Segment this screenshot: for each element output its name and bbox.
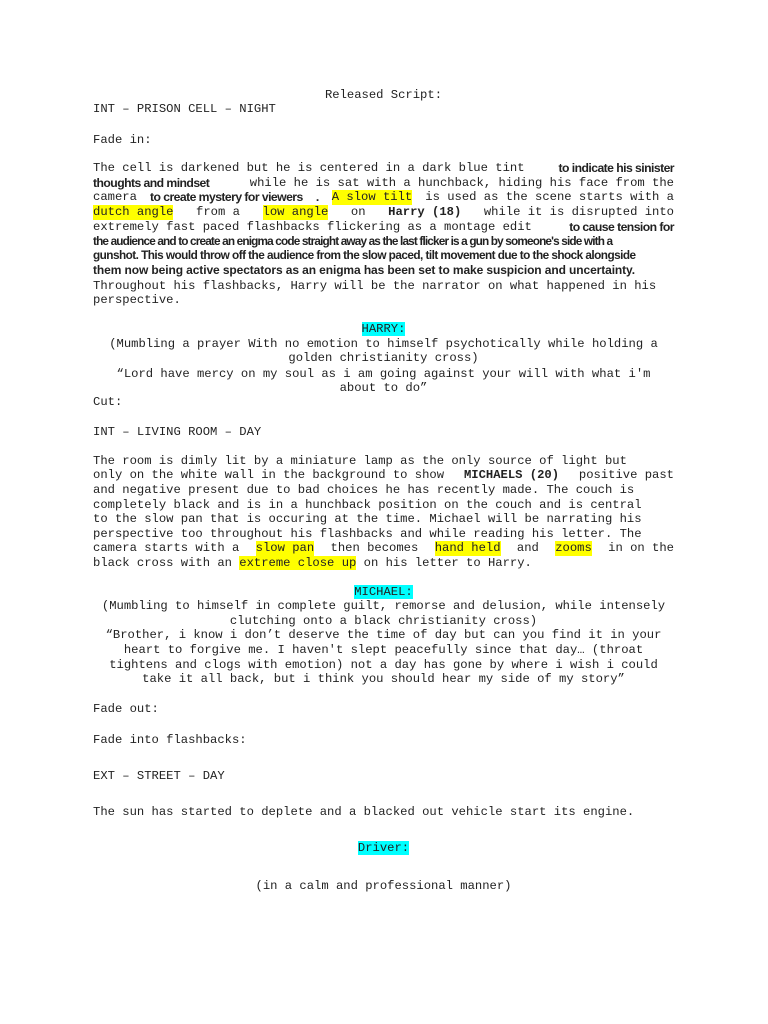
parenthetical-line: (in a calm and professional manner) — [255, 879, 512, 893]
parenthetical-line: (Mumbling to himself in complete guilt, remorse and delusion, while intensely — [101, 599, 666, 613]
action-line: to the slow pan that is occuring at the time. Michael will be narrating his — [93, 512, 642, 526]
action-line: completely black and is in a hunchback position on the couch and is central — [93, 498, 642, 512]
action-line: camera to create mystery for viewers . A slow tilt is used as the scene starts with a — [93, 190, 674, 204]
highlighted-term: zooms — [555, 541, 592, 555]
highlighted-term: A slow tilt — [331, 190, 413, 204]
dialogue-line: tightens and clogs with emotion) not a day has gone by where i wish i could — [109, 658, 658, 672]
highlighted-term: low angle — [262, 205, 329, 219]
character-intro: Harry (18) — [388, 205, 462, 219]
character-cue: HARRY: — [361, 322, 406, 336]
highlighted-term: slow pan — [255, 541, 315, 555]
action-line: The sun has started to deplete and a blacked out vehicle start its engine. — [93, 805, 635, 819]
action-line: and negative present due to bad choices he has recently made. The couch is — [93, 483, 635, 497]
page-title: Released Script: — [324, 88, 443, 102]
action-line: them now being active spectators as an enigma has been set to make suspicion and uncertainty. — [93, 263, 635, 277]
highlighted-term: hand held — [434, 541, 501, 555]
dialogue-line: take it all back, but i think you should hear my side of my story” — [142, 672, 625, 686]
action-line: the audience and to create an enigma code straight away as the last flicker is a gun by someone's side with a — [93, 234, 613, 248]
dialogue-line: heart to forgive me. I haven't slept peacefully since that day… (throat — [123, 643, 644, 657]
character-intro: MICHAELS (20) — [463, 468, 560, 482]
transition: Fade in: — [93, 133, 152, 147]
parenthetical-line: clutching onto a black christianity cross) — [229, 614, 538, 628]
action-line: only on the white wall in the background to show MICHAELS (20) positive past — [93, 468, 674, 482]
transition: Cut: — [93, 395, 123, 409]
action-line: perspective too throughout his flashbacks and while reading his letter. The — [93, 527, 642, 541]
transition: Fade out: — [93, 702, 159, 716]
scene-heading: INT – LIVING ROOM – DAY — [93, 425, 262, 439]
scene-heading: INT – PRISON CELL – NIGHT — [93, 102, 276, 116]
action-line: black cross with an extreme close up on his letter to Harry. — [93, 556, 532, 570]
character-cue: MICHAEL: — [354, 585, 413, 599]
action-line: The room is dimly lit by a miniature lamp as the only source of light but — [93, 454, 627, 468]
transition: Fade into flashbacks: — [93, 733, 247, 747]
dialogue-line: about to do” — [339, 381, 428, 395]
action-line: perspective. — [93, 293, 181, 307]
dialogue-line: “Lord have mercy on my soul as i am going against your will with what i'm — [116, 367, 651, 381]
action-line: The cell is darkened but he is centered in a dark blue tint to indicate his sinister — [93, 161, 674, 175]
action-line: camera starts with a slow pan then becomes hand held and zooms in on the — [93, 541, 674, 555]
dialogue-line: “Brother, i know i don’t deserve the time of day but can you find it in your — [105, 628, 662, 642]
highlighted-term: dutch angle — [93, 205, 174, 219]
highlighted-term: extreme close up — [239, 556, 357, 570]
scene-heading: EXT – STREET – DAY — [93, 769, 225, 783]
action-line: gunshot. This would throw off the audience from the slow paced, tilt movement due to the shock alongside — [93, 248, 636, 262]
parenthetical-line: (Mumbling a prayer With no emotion to himself psychotically while holding a — [109, 337, 658, 351]
action-line: extremely fast paced flashbacks flickering as a montage edit to cause tension for — [93, 220, 674, 234]
action-line: thoughts and mindset while he is sat with a hunchback, hiding his face from the — [93, 176, 674, 190]
action-line: Throughout his flashbacks, Harry will be the narrator on what happened in his — [93, 279, 657, 293]
character-cue: Driver: — [357, 841, 410, 855]
parenthetical-line: golden christianity cross) — [288, 351, 479, 365]
action-line: dutch angle from a low angle on Harry (18) while it is disrupted into — [93, 205, 674, 219]
